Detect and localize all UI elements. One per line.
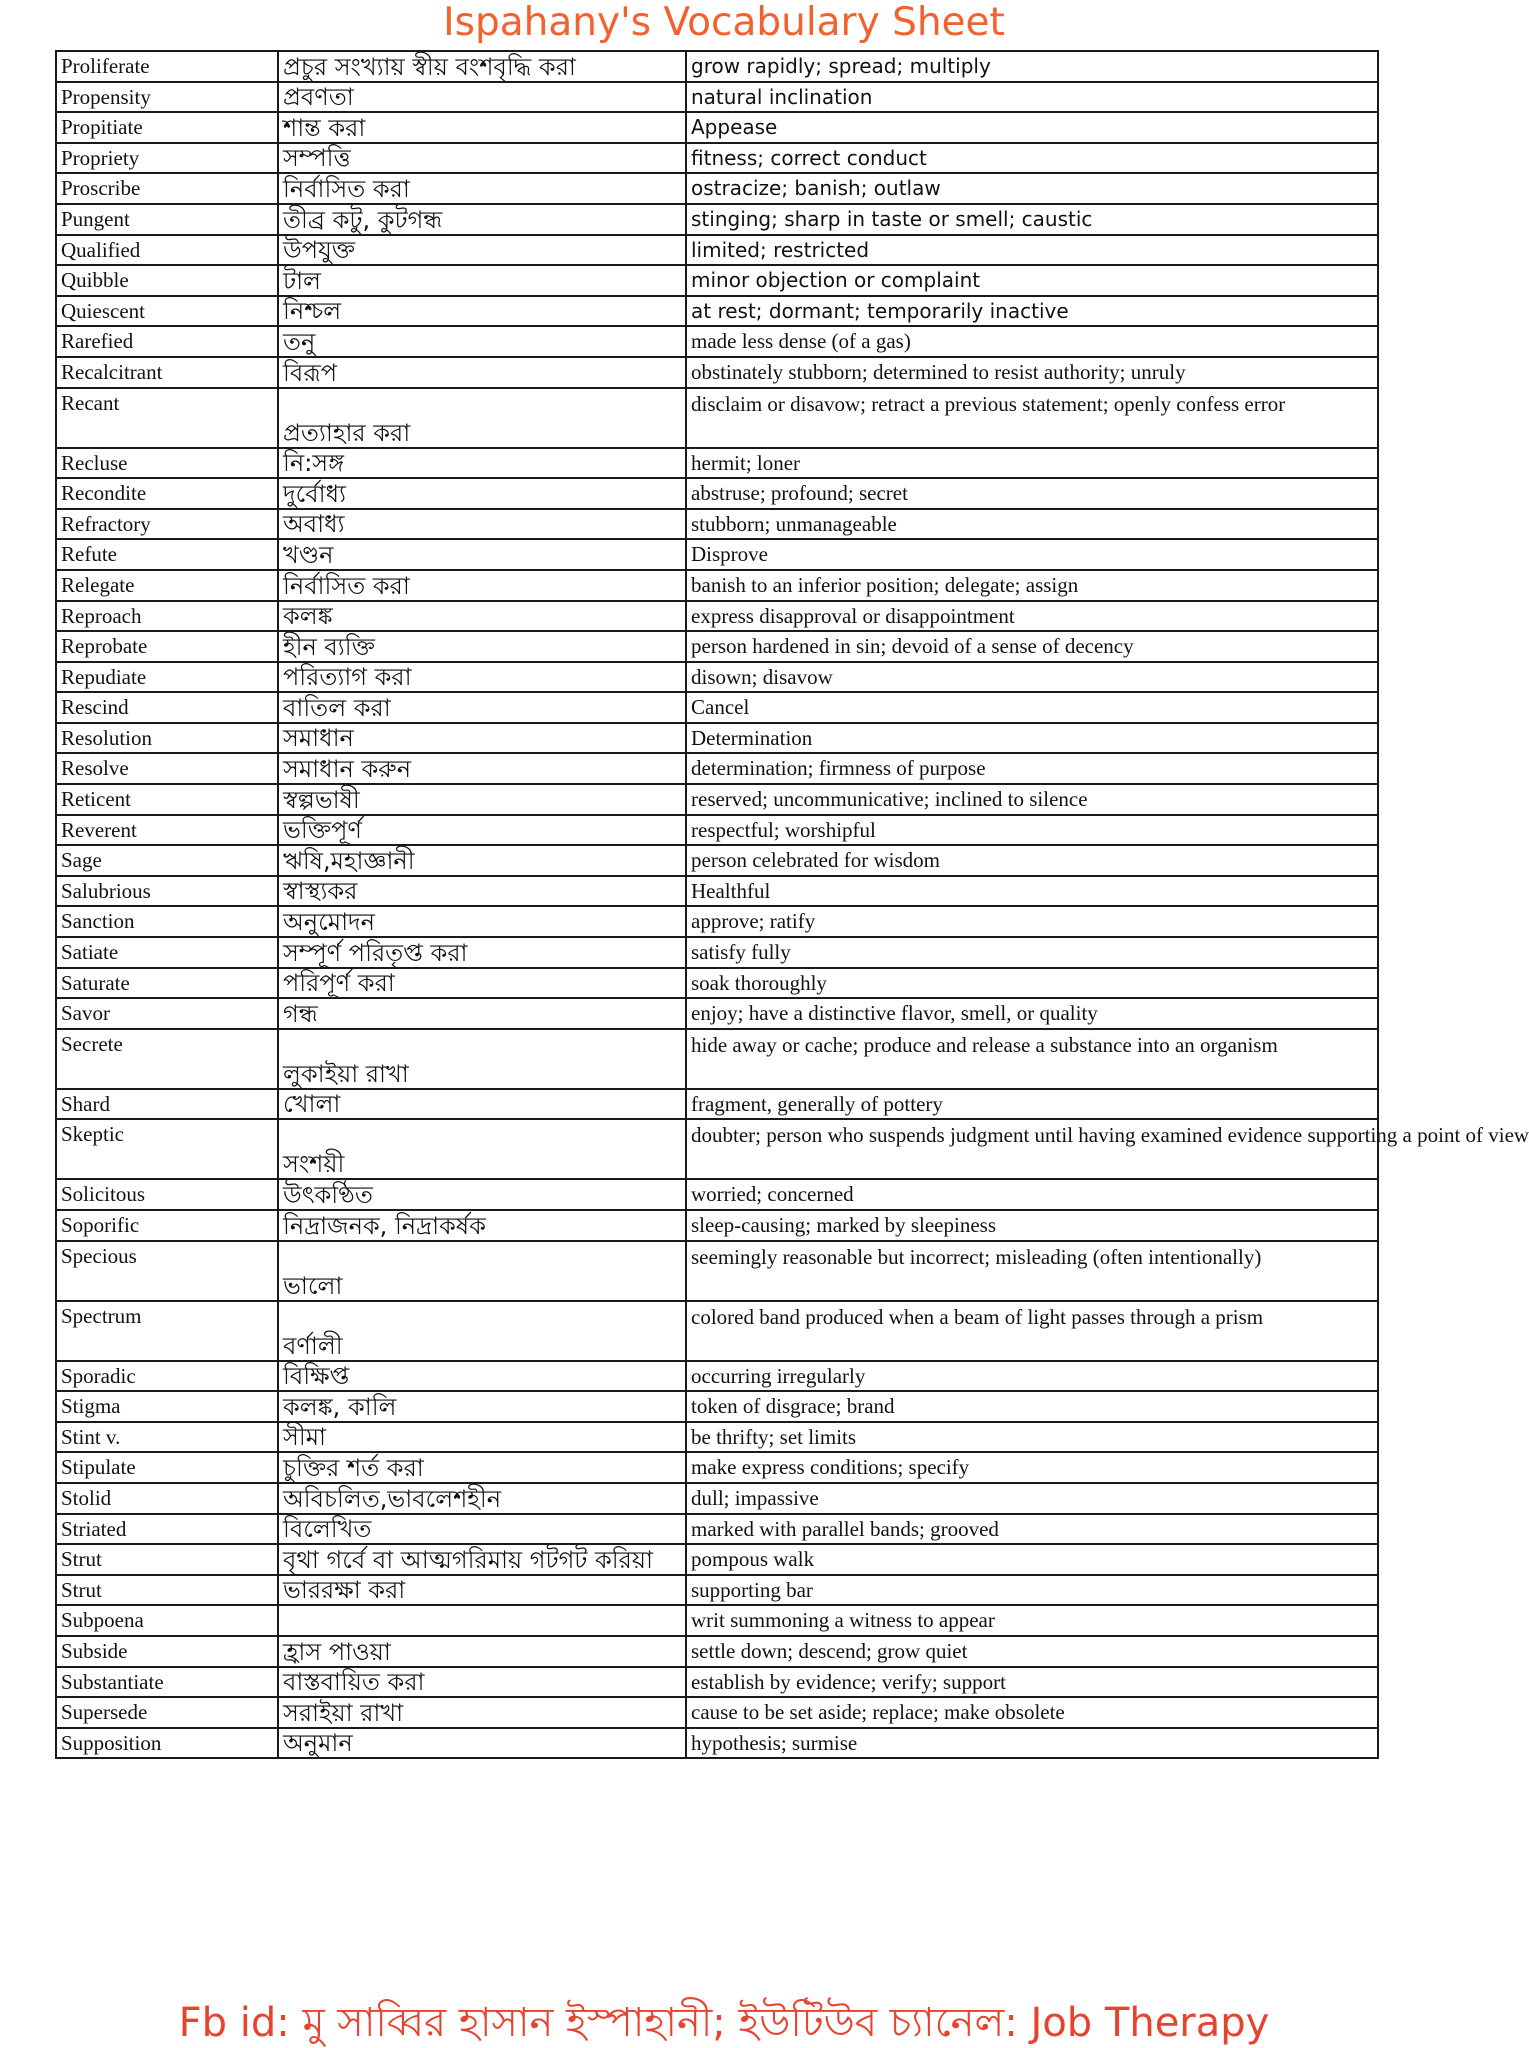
- word-cell: Solicitous: [56, 1179, 278, 1210]
- word-cell: Pungent: [56, 204, 278, 235]
- word-cell: Reproach: [56, 601, 278, 632]
- table-row: [56, 1391, 1378, 1422]
- english-meaning-cell: establish by evidence; verify; support: [686, 1667, 1378, 1698]
- bangla-meaning-cell: পরিপূর্ণ করা: [278, 968, 686, 999]
- word-cell: Propriety: [56, 143, 278, 174]
- english-meaning-cell: writ summoning a witness to appear: [686, 1605, 1378, 1636]
- table-row: [56, 265, 1378, 296]
- bangla-meaning-cell: চুক্তির শর্ত করা: [278, 1452, 686, 1483]
- english-meaning-cell: hypothesis; surmise: [686, 1728, 1378, 1759]
- table-row: [56, 1210, 1378, 1241]
- bangla-meaning-cell: বাস্তবায়িত করা: [278, 1667, 686, 1698]
- english-meaning-cell: worried; concerned: [686, 1179, 1378, 1210]
- word-cell: Relegate: [56, 570, 278, 601]
- table-row: [56, 51, 1378, 82]
- english-meaning-cell: ostracize; banish; outlaw: [686, 173, 1378, 204]
- word-cell: Recalcitrant: [56, 357, 278, 388]
- table-row: [56, 937, 1378, 968]
- bangla-meaning-cell: অনুমোদন: [278, 906, 686, 937]
- footer-credit: Fb id: মু সাব্বির হাসান ইস্পাহানী; ইউটিউব চ্যানেল: Job Therapy: [178, 2000, 1270, 2046]
- vocabulary-table: [55, 50, 1529, 1759]
- word-cell: Saturate: [56, 968, 278, 999]
- table-row: [56, 1422, 1378, 1453]
- word-cell: Rescind: [56, 692, 278, 723]
- bangla-meaning-cell: সম্পূর্ণ পরিতৃপ্ত করা: [278, 937, 686, 968]
- table-row: [56, 631, 1378, 662]
- bangla-meaning-cell: গন্ধ: [278, 998, 686, 1029]
- english-meaning-cell: Healthful: [686, 876, 1378, 907]
- table-row: [56, 478, 1378, 509]
- bangla-meaning-cell: উপযুক্ত: [278, 235, 686, 266]
- bangla-meaning-cell: অবাধ্য: [278, 509, 686, 540]
- table-row: [56, 1697, 1378, 1728]
- table-row: [56, 1483, 1378, 1514]
- word-cell: Supersede: [56, 1697, 278, 1728]
- word-cell: Striated: [56, 1514, 278, 1545]
- word-cell: Shard: [56, 1089, 278, 1120]
- word-cell: Stolid: [56, 1483, 278, 1514]
- english-meaning-cell: stubborn; unmanageable: [686, 509, 1378, 540]
- bangla-meaning-cell: প্রবণতা: [278, 82, 686, 113]
- english-meaning-cell: Determination: [686, 723, 1378, 754]
- table-row: [56, 1544, 1378, 1575]
- english-meaning-cell: dull; impassive: [686, 1483, 1378, 1514]
- bangla-meaning-cell: [278, 1605, 686, 1636]
- bangla-meaning-cell: শান্ত করা: [278, 112, 686, 143]
- bangla-meaning-cell: ভাররক্ষা করা: [278, 1575, 686, 1606]
- english-meaning-cell: enjoy; have a distinctive flavor, smell, or quality: [686, 998, 1378, 1029]
- english-meaning-cell: obstinately stubborn; determined to resist authority; unruly: [686, 357, 1378, 388]
- word-cell: Reticent: [56, 784, 278, 815]
- bangla-meaning-cell: বর্ণালী: [278, 1301, 686, 1361]
- word-cell: Recondite: [56, 478, 278, 509]
- word-cell: Proscribe: [56, 173, 278, 204]
- english-meaning-cell: Disprove: [686, 539, 1378, 570]
- table-row: [56, 1667, 1378, 1698]
- english-meaning-cell: person celebrated for wisdom: [686, 845, 1378, 876]
- table-row: [56, 876, 1378, 907]
- english-meaning-cell: seemingly reasonable but incorrect; misleading (often intentionally): [686, 1241, 1378, 1301]
- english-meaning-cell: Appease: [686, 112, 1378, 143]
- bangla-meaning-cell: নিদ্রাজনক, নিদ্রাকর্ষক: [278, 1210, 686, 1241]
- word-cell: Propensity: [56, 82, 278, 113]
- bangla-meaning-cell: সমাধান করুন: [278, 753, 686, 784]
- english-meaning-cell: marked with parallel bands; grooved: [686, 1514, 1378, 1545]
- english-meaning-cell: reserved; uncommunicative; inclined to silence: [686, 784, 1378, 815]
- english-meaning-cell: Cancel: [686, 692, 1378, 723]
- bangla-meaning-cell: অবিচলিত,ভাবলেশহীন: [278, 1483, 686, 1514]
- bangla-meaning-cell: টাল: [278, 265, 686, 296]
- bangla-meaning-cell: পরিত্যাগ করা: [278, 662, 686, 693]
- word-cell: Satiate: [56, 937, 278, 968]
- bangla-meaning-cell: ভক্তিপূর্ণ: [278, 815, 686, 846]
- word-cell: Stigma: [56, 1391, 278, 1422]
- word-cell: Strut: [56, 1575, 278, 1606]
- table-row: [56, 692, 1378, 723]
- word-cell: Refractory: [56, 509, 278, 540]
- english-meaning-cell: colored band produced when a beam of light passes through a prism: [686, 1301, 1378, 1361]
- page-title: Ispahany's Vocabulary Sheet: [443, 0, 1005, 45]
- word-cell: Recant: [56, 388, 278, 448]
- english-meaning-cell: stinging; sharp in taste or smell; caustic: [686, 204, 1378, 235]
- word-cell: Sanction: [56, 906, 278, 937]
- table-row: [56, 1241, 1378, 1301]
- word-cell: Subside: [56, 1636, 278, 1667]
- word-cell: Stint v.: [56, 1422, 278, 1453]
- bangla-meaning-cell: দুর্বোধ্য: [278, 478, 686, 509]
- word-cell: Propitiate: [56, 112, 278, 143]
- bangla-meaning-cell: সমাধান: [278, 723, 686, 754]
- word-cell: Spectrum: [56, 1301, 278, 1361]
- table-row: [56, 296, 1378, 327]
- bangla-meaning-cell: খোলা: [278, 1089, 686, 1120]
- english-meaning-cell: respectful; worshipful: [686, 815, 1378, 846]
- english-meaning-cell: supporting bar: [686, 1575, 1378, 1606]
- table-row: [56, 82, 1378, 113]
- english-meaning-cell: at rest; dormant; temporarily inactive: [686, 296, 1378, 327]
- word-cell: Qualified: [56, 235, 278, 266]
- bangla-meaning-cell: কলঙ্ক, কালি: [278, 1391, 686, 1422]
- table-row: [56, 1575, 1378, 1606]
- english-meaning-cell: hermit; loner: [686, 448, 1378, 479]
- bangla-meaning-cell: সংশয়ী: [278, 1119, 686, 1179]
- bangla-meaning-cell: ঋষি,মহাজ্ঞানী: [278, 845, 686, 876]
- bangla-meaning-cell: সরাইয়া রাখা: [278, 1697, 686, 1728]
- word-cell: Savor: [56, 998, 278, 1029]
- word-cell: Stipulate: [56, 1452, 278, 1483]
- bangla-meaning-cell: প্রচুর সংখ্যায় স্বীয় বংশবৃদ্ধি করা: [278, 51, 686, 82]
- english-meaning-cell: settle down; descend; grow quiet: [686, 1636, 1378, 1667]
- table-row: [56, 998, 1378, 1029]
- bangla-meaning-cell: বিক্ষিপ্ত: [278, 1361, 686, 1392]
- table-row: [56, 1179, 1378, 1210]
- bangla-meaning-cell: তনু: [278, 326, 686, 357]
- vocabulary-table-body: [56, 51, 1529, 1758]
- table-row: [56, 204, 1378, 235]
- table-row: [56, 906, 1378, 937]
- english-meaning-cell: fitness; correct conduct: [686, 143, 1378, 174]
- table-row: [56, 1089, 1378, 1120]
- bangla-meaning-cell: বাতিল করা: [278, 692, 686, 723]
- table-row: [56, 357, 1378, 388]
- table-row: [56, 1605, 1378, 1636]
- table-row: [56, 1301, 1378, 1361]
- bangla-meaning-cell: কলঙ্ক: [278, 601, 686, 632]
- table-row: [56, 570, 1378, 601]
- word-cell: Proliferate: [56, 51, 278, 82]
- english-meaning-cell: disown; disavow: [686, 662, 1378, 693]
- table-row: [56, 723, 1378, 754]
- table-row: [56, 1728, 1378, 1759]
- word-cell: Quiescent: [56, 296, 278, 327]
- word-cell: Salubrious: [56, 876, 278, 907]
- table-row: [56, 845, 1378, 876]
- bangla-meaning-cell: নির্বাসিত করা: [278, 570, 686, 601]
- english-meaning-cell: pompous walk: [686, 1544, 1378, 1575]
- english-meaning-cell: natural inclination: [686, 82, 1378, 113]
- bangla-meaning-cell: নিশ্চল: [278, 296, 686, 327]
- bangla-meaning-cell: তীব্র কটু, কুটগন্ধ: [278, 204, 686, 235]
- word-cell: Reprobate: [56, 631, 278, 662]
- table-row: [56, 1361, 1378, 1392]
- table-row: [56, 539, 1378, 570]
- word-cell: Rarefied: [56, 326, 278, 357]
- english-meaning-cell: made less dense (of a gas): [686, 326, 1378, 357]
- word-cell: Strut: [56, 1544, 278, 1575]
- table-row: [56, 143, 1378, 174]
- word-cell: Resolve: [56, 753, 278, 784]
- english-meaning-cell: be thrifty; set limits: [686, 1422, 1378, 1453]
- table-row: [56, 509, 1378, 540]
- english-meaning-cell: doubter; person who suspends judgment until having examined evidence supporting a point of view: [686, 1119, 1378, 1179]
- table-row: [56, 448, 1378, 479]
- word-cell: Subpoena: [56, 1605, 278, 1636]
- word-cell: Recluse: [56, 448, 278, 479]
- word-cell: Quibble: [56, 265, 278, 296]
- word-cell: Soporific: [56, 1210, 278, 1241]
- bangla-meaning-cell: স্বাস্থ্যকর: [278, 876, 686, 907]
- word-cell: Skeptic: [56, 1119, 278, 1179]
- english-meaning-cell: cause to be set aside; replace; make obsolete: [686, 1697, 1378, 1728]
- english-meaning-cell: banish to an inferior position; delegate; assign: [686, 570, 1378, 601]
- bangla-meaning-cell: অনুমান: [278, 1728, 686, 1759]
- english-meaning-cell: satisfy fully: [686, 937, 1378, 968]
- english-meaning-cell: hide away or cache; produce and release a substance into an organism: [686, 1029, 1378, 1089]
- word-cell: Repudiate: [56, 662, 278, 693]
- english-meaning-cell: token of disgrace; brand: [686, 1391, 1378, 1422]
- english-meaning-cell: abstruse; profound; secret: [686, 478, 1378, 509]
- english-meaning-cell: sleep-causing; marked by sleepiness: [686, 1210, 1378, 1241]
- bangla-meaning-cell: লুকাইয়া রাখা: [278, 1029, 686, 1089]
- bangla-meaning-cell: হ্রাস পাওয়া: [278, 1636, 686, 1667]
- english-meaning-cell: limited; restricted: [686, 235, 1378, 266]
- bangla-meaning-cell: বিলেখিত: [278, 1514, 686, 1545]
- english-meaning-cell: person hardened in sin; devoid of a sense of decency: [686, 631, 1378, 662]
- english-meaning-cell: minor objection or complaint: [686, 265, 1378, 296]
- word-cell: Specious: [56, 1241, 278, 1301]
- english-meaning-cell: disclaim or disavow; retract a previous statement; openly confess error: [686, 388, 1378, 448]
- table-row: [56, 1514, 1378, 1545]
- english-meaning-cell: approve; ratify: [686, 906, 1378, 937]
- word-cell: Sporadic: [56, 1361, 278, 1392]
- bangla-meaning-cell: ভালো: [278, 1241, 686, 1301]
- word-cell: Reverent: [56, 815, 278, 846]
- english-meaning-cell: fragment, generally of pottery: [686, 1089, 1378, 1120]
- table-row: [56, 601, 1378, 632]
- bangla-meaning-cell: হীন ব্যক্তি: [278, 631, 686, 662]
- table-row: [56, 662, 1378, 693]
- table-row: [56, 112, 1378, 143]
- table-row: [56, 1636, 1378, 1667]
- bangla-meaning-cell: নি:সঙ্গ: [278, 448, 686, 479]
- table-row: [56, 1029, 1378, 1089]
- word-cell: Secrete: [56, 1029, 278, 1089]
- table-row: [56, 173, 1378, 204]
- word-cell: Refute: [56, 539, 278, 570]
- english-meaning-cell: determination; firmness of purpose: [686, 753, 1378, 784]
- word-cell: Substantiate: [56, 1667, 278, 1698]
- bangla-meaning-cell: প্রত্যাহার করা: [278, 388, 686, 448]
- bangla-meaning-cell: উৎকণ্ঠিত: [278, 1179, 686, 1210]
- table-row: [56, 784, 1378, 815]
- table-row: [56, 326, 1378, 357]
- table-row: [56, 235, 1378, 266]
- english-meaning-cell: grow rapidly; spread; multiply: [686, 51, 1378, 82]
- word-cell: Supposition: [56, 1728, 278, 1759]
- word-cell: Sage: [56, 845, 278, 876]
- bangla-meaning-cell: বৃথা গর্বে বা আত্মগরিমায় গটগট করিয়া: [278, 1544, 686, 1575]
- table-row: [56, 1452, 1378, 1483]
- bangla-meaning-cell: বিরূপ: [278, 357, 686, 388]
- bangla-meaning-cell: সম্পত্তি: [278, 143, 686, 174]
- table-row: [56, 753, 1378, 784]
- word-cell: Resolution: [56, 723, 278, 754]
- bangla-meaning-cell: নির্বাসিত করা: [278, 173, 686, 204]
- table-row: [56, 815, 1378, 846]
- table-row: [56, 388, 1378, 448]
- english-meaning-cell: express disapproval or disappointment: [686, 601, 1378, 632]
- bangla-meaning-cell: খণ্ডন: [278, 539, 686, 570]
- english-meaning-cell: make express conditions; specify: [686, 1452, 1378, 1483]
- bangla-meaning-cell: সীমা: [278, 1422, 686, 1453]
- bangla-meaning-cell: স্বল্পভাষী: [278, 784, 686, 815]
- table-row: [56, 968, 1378, 999]
- english-meaning-cell: occurring irregularly: [686, 1361, 1378, 1392]
- english-meaning-cell: soak thoroughly: [686, 968, 1378, 999]
- table-row: [56, 1119, 1378, 1179]
